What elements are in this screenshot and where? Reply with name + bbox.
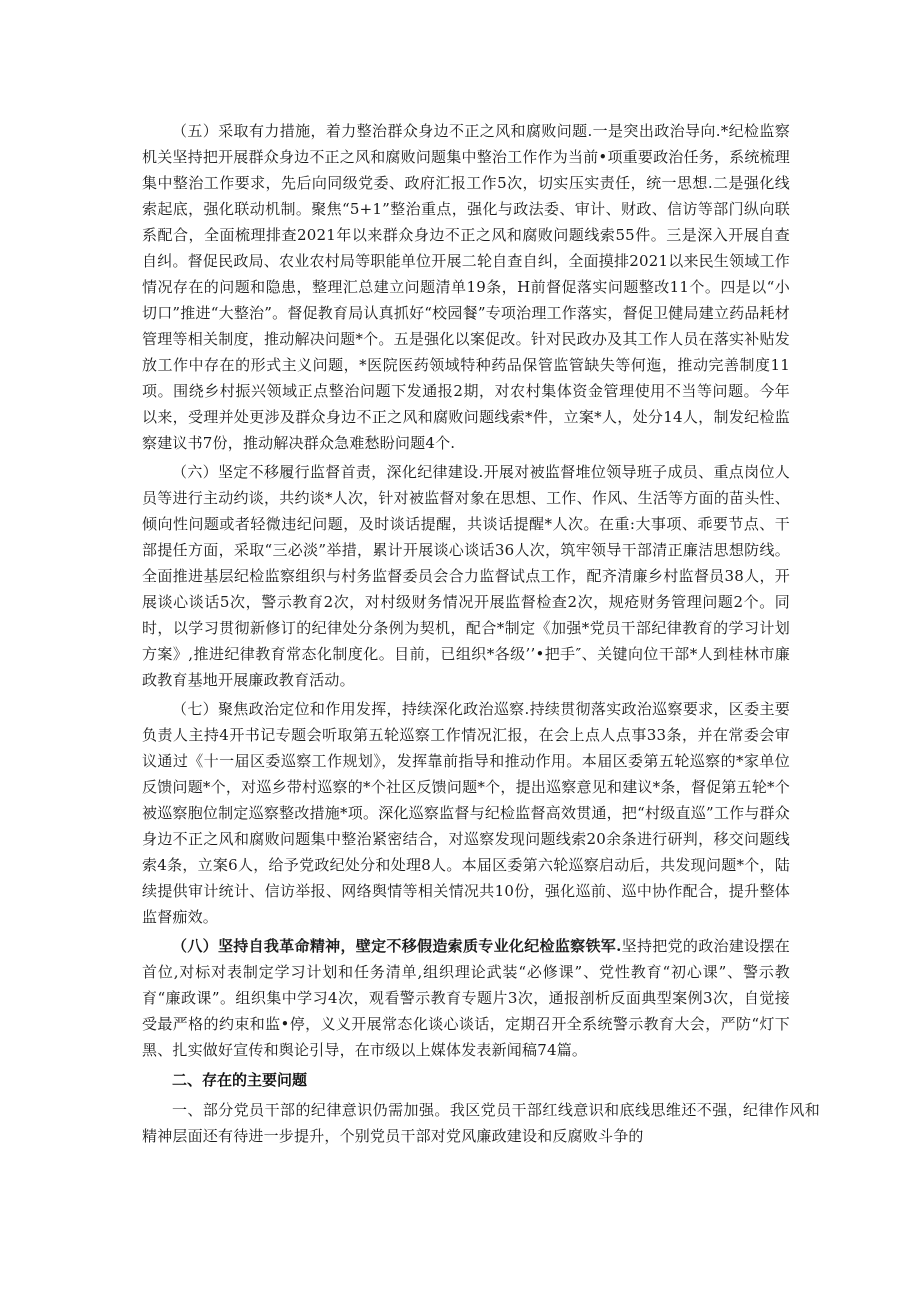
paragraph-8 [142, 933, 790, 1063]
document-body [142, 118, 820, 1149]
section-heading: 二、存在的主要问题 [172, 1071, 308, 1089]
paragraph-5: （五）采取有力措施，着力整治群众身边不正之风和腐败问题.一是突出政治导向.*纪检监察机关坚持把开展群众身边不正之风和腐败问题集中整治工作作为当前•项重要政治任务，系统梳理集中整治工作要求，先后向同级党委、政府汇报工作5次，切实压实责任，统一思想.二是强化线索起底，强化联动机制。聚焦“5+1”整治重点，强化与政法委、审计、财政、信访等部门纵向联系配合，全面梳理排查2021年以来群众身边不正之风和腐败问题线索55件。三是深入开展自查自纠。督促民政局、农业农村局等职能单位开展二轮自查自纠，全面摸排2021以来民生领域工作情况存在的问题和隐患，整理汇总建立问题清单19条，H前督促落实问题整改11个。四是以“小切口”推进“大整治”。督促教育局认真抓好“校园餐”专项治理工作落实，督促卫健局建立药品耗材管理等相关制度，推动解决问题*个。五是强化以案促改。针对民政办及其工作人员在落实补贴发放工作中存在的形式主义问题，*医院医药领域特种药品保管监管缺失等何迤，推动完善制度11项。围绕乡村振兴领域正点整治问题下发通报2期，对农村集体资金管理使用不当等问题。今年以来，受理并处更涉及群众身边不正之风和腐败问题线索*件，立案*人，处分14人，制发纪检监察建议书7份，推动解决群众急难愁盼问题4个. [142, 122, 790, 452]
paragraph-8-text: 坚持把党的政治建设摆在首位,对标对表制定学习计划和任务清单,组织理论武装“必修课”、党性教育“初心课”、警示教育“廉政课”。组织集中学习4次，观看警示教育专题片3次，通报剖析反面典型案例3次，自觉接受最严格的约束和监•停，义义开展常态化谈心谈话，定期召开全系统警示教育大会，严防“灯下黑、扎实做好宣传和舆论引导，在市级以上媒体发表新闻稿74篇。 [142, 937, 791, 1059]
paragraph-7: （七）聚焦政治定位和作用发挥，持续深化政治巡察.持续贯彻落实政治巡察要求，区委主要负责人主持4开书记专题会听取第五轮巡察工作情况汇报，在会上点人点事33条，并在常委会审议通过《十一届区委巡察工作规划》，发挥靠前指导和推动作用。本届区委第五轮巡察的*家单位反馈问题*个，对巡乡带村巡察的*个社区反馈问题*个，提出巡察意见和建议*条，督促第五轮*个被巡察胞位制定巡察整改措施*项。深化巡察监督与纪检监督高效贯通，把“村级直巡”工作与群众身边不正之风和腐败问题集中整治紧密结合，对巡察发现问题线索20余条进行研判，移交问题线索4条，立案6人，给予党政纪处分和处理8人。本届区委第六轮巡察启动后，共发现问题*个，陆续提供审计统计、信访举报、网络舆情等相关情况共10份，强化巡前、巡中协作配合，提升整体监督痂效。 [142, 700, 790, 926]
paragraph-8-lead: （八）坚持自我革命精神，壁定不移假造索质专业化纪检监察铁军. [172, 937, 622, 955]
final-paragraph: 一、部分党员干部的纪律意识仍需加强。我区党员干部红线意识和底线思维还不强，纪律作风和精神层面还有待进一步提升，个别党员干部对党风廉政建设和反腐败斗争的 [142, 1101, 820, 1145]
paragraph-6: （六）坚定不移履行监督首责，深化纪律建设.开展对被监督堆位领导班子成员、重点岗位人员等进行主动约谈，共约谈*人次，针对被监督对象在思想、工作、作风、生活等方面的苗头性、倾向性问题或者轻微违纪问题，及时谈话提醒，共谈话提醒*人次。在重:大事项、乖要节点、干部提任方面，采取“三必淡”举措，累计开展谈心谈话36人次，筑牢领导干部清正廉洁思想防线。全面推进基层纪检监察组织与村务监督委员会合力监督试点工作，配齐清廉乡村监督员38人，开展谈心谈话5次，警示教育2次，对村级财务情况开展监督检查2次，规疮财务管理问题2个。同时，以学习贯彻新修订的纪律处分条例为契机，配合*制定《加强*党员干部纪律教育的学习计划方案》,推进纪律教育常态化制度化。目前，已组织*各级’’•把手″、关键向位干部*人到桂林市廉政教育基地开展廉政教育活动。 [142, 463, 790, 689]
